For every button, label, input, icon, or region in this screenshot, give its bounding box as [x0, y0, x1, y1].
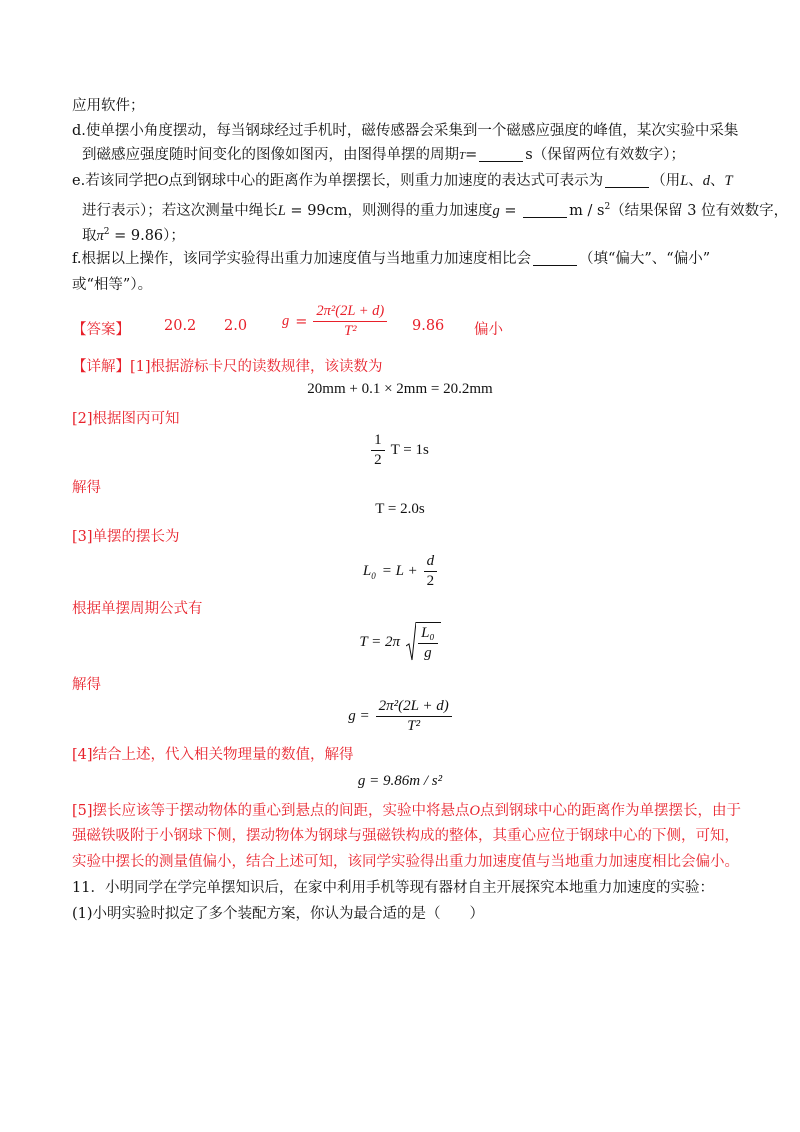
square-root — [406, 622, 441, 662]
text: 到磁感应强度随时间变化的图像如图丙，由图得单摆的周期 — [82, 147, 459, 163]
question-11-line-1 — [72, 878, 714, 898]
equation-5 — [0, 622, 800, 662]
fraction — [313, 303, 387, 340]
answer-value-2: 2.0 — [224, 318, 248, 334]
fraction-L0-over-g — [418, 625, 438, 662]
equation-4 — [0, 553, 800, 590]
detail-line-7 — [72, 745, 354, 765]
text: 或“相等”）。 — [72, 277, 153, 293]
equals: = — [295, 313, 308, 330]
equation-1: 20mm + 0.1 × 2mm = 20.2mm — [307, 381, 493, 397]
symbol-L: L — [680, 173, 689, 189]
question-line-2 — [72, 121, 738, 141]
text: 11．小明同学在学完单摆知识后，在家中利用手机等现有器材自主开展探究本地重力加速度的实验： — [72, 880, 714, 896]
numerator: 2π²(2L + d) — [313, 303, 387, 322]
numerator: d — [424, 553, 438, 572]
unit: m / s — [569, 202, 605, 219]
symbol-L: L — [277, 202, 286, 219]
equation-left: g = — [348, 708, 370, 724]
equation-middle: = L + — [381, 563, 418, 579]
text: 解得 — [72, 480, 101, 496]
question-line-8 — [72, 275, 152, 295]
fraction-g-formula — [376, 698, 452, 735]
detail-line-3 — [72, 478, 101, 498]
text: (1)小明实验时拟定了多个装配方案，你认为最合适的是（ ） — [72, 906, 485, 922]
answer-label: 【答案】 — [72, 322, 130, 338]
detail-line-5 — [72, 599, 203, 619]
detail-line-8 — [72, 801, 741, 821]
text: [3]单摆的摆长为 — [72, 529, 180, 545]
text: d.使单摆小角度摆动，每当钢球经过手机时，磁传感器会采集到一个磁感应强度的峰值，某次实验中采集 — [72, 123, 739, 139]
question-line-7 — [72, 249, 710, 269]
text: 根据单摆周期公式有 — [72, 601, 203, 617]
answer-value-5: 偏小 — [474, 322, 503, 338]
answer-formula — [282, 303, 387, 340]
text: [4]结合上述，代入相关物理量的数值，解得 — [72, 747, 354, 763]
fraction-half — [371, 432, 385, 469]
text: 取 — [82, 227, 97, 244]
text: （结果保留 3 位有效数字， — [610, 202, 789, 219]
text: = — [465, 147, 478, 163]
detail-line-4 — [72, 527, 180, 547]
text: = 99cm，则测得的重力加速度 — [285, 202, 493, 219]
text: = 9.86）； — [109, 227, 185, 244]
question-line-6 — [82, 222, 185, 246]
symbol-g: g — [492, 202, 500, 219]
denominator: 2 — [374, 452, 382, 468]
equation-rest: T = 1s — [390, 442, 429, 458]
detail-line-10 — [72, 852, 739, 872]
denominator: T² — [344, 323, 357, 339]
symbol-d: d — [702, 173, 711, 189]
text: [2]根据图丙可知 — [72, 411, 180, 427]
question-line-5 — [82, 197, 788, 221]
answer-value-1: 20.2 — [164, 318, 197, 334]
text: 点到钢球中心的距离作为单摆摆长，由于 — [480, 803, 742, 819]
text: = — [499, 202, 522, 219]
equation-7: g = 9.86m / s² — [357, 773, 443, 789]
text: 进行表示）；若这次测量中绳长 — [82, 202, 278, 219]
detail-label: 【详解】 — [72, 359, 130, 375]
answer-blank-comparison[interactable] — [533, 251, 577, 266]
question-line-1 — [72, 96, 145, 116]
radical-sign-icon — [406, 622, 416, 662]
text: 、 — [710, 173, 725, 189]
equation-3: T = 2.0s — [375, 501, 425, 517]
text: [1]根据游标卡尺的读数规律，该读数为 — [130, 359, 383, 375]
equation-left: T = 2π — [359, 633, 401, 650]
text: f.根据以上操作，该同学实验得出重力加速度值与当地重力加速度相比会 — [72, 251, 531, 267]
numerator: L₀ — [418, 625, 438, 644]
text: e.若该同学把 — [72, 173, 158, 189]
text: 解得 — [72, 677, 101, 693]
subscript: 0 — [371, 570, 376, 581]
text: 强磁铁吸附于小钢球下侧，摆动物体为钢球与强磁铁构成的整体，其重心应位于钢球中心的下侧，可知， — [72, 828, 739, 844]
answer-blank-gravity[interactable] — [523, 203, 567, 218]
question-11-line-2 — [72, 904, 484, 924]
text: （用 — [651, 173, 681, 189]
symbol-T: T — [459, 150, 466, 162]
numerator: 1 — [371, 432, 385, 451]
symbol-pi: π — [96, 227, 104, 244]
denominator: g — [424, 645, 432, 661]
denominator: T² — [407, 718, 421, 734]
text: 、 — [688, 173, 703, 189]
detail-line-2 — [72, 409, 180, 429]
text: 点到钢球中心的距离作为单摆摆长，则重力加速度的表达式可表示为 — [168, 173, 604, 189]
question-line-3 — [82, 145, 685, 166]
detail-line-6 — [72, 675, 101, 695]
answer-blank-period[interactable] — [479, 147, 523, 162]
text: 应用软件； — [72, 98, 145, 114]
text: s（保留两位有效数字）； — [525, 147, 685, 163]
answer-value-4: 9.86 — [412, 318, 445, 334]
symbol-O: O — [469, 803, 481, 819]
text: （填“偏大”、“偏小” — [578, 251, 711, 267]
numerator: 2π²(2L + d) — [376, 698, 452, 717]
equation-2 — [0, 432, 800, 469]
denominator: 2 — [426, 573, 435, 589]
answer-blank-expression[interactable] — [605, 173, 649, 188]
detail-line-1 — [72, 357, 383, 377]
unit-exponent: 2 — [604, 202, 611, 212]
text: 实验中摆长的测量值偏小，结合上述可知，该同学实验得出重力加速度值与当地重力加速度相比会偏小。 — [72, 854, 739, 870]
fraction-d-over-2 — [424, 553, 438, 590]
question-line-4 — [72, 171, 733, 191]
symbol-L: L — [362, 562, 372, 579]
detail-line-9 — [72, 826, 739, 846]
symbol-T: T — [724, 173, 733, 189]
symbol-O: O — [157, 173, 169, 189]
symbol-g: g — [282, 313, 290, 329]
equation-6 — [0, 698, 800, 735]
text: [5]摆长应该等于摆动物体的重心到悬点的间距，实验中将悬点 — [72, 803, 470, 819]
exponent: 2 — [103, 227, 110, 237]
